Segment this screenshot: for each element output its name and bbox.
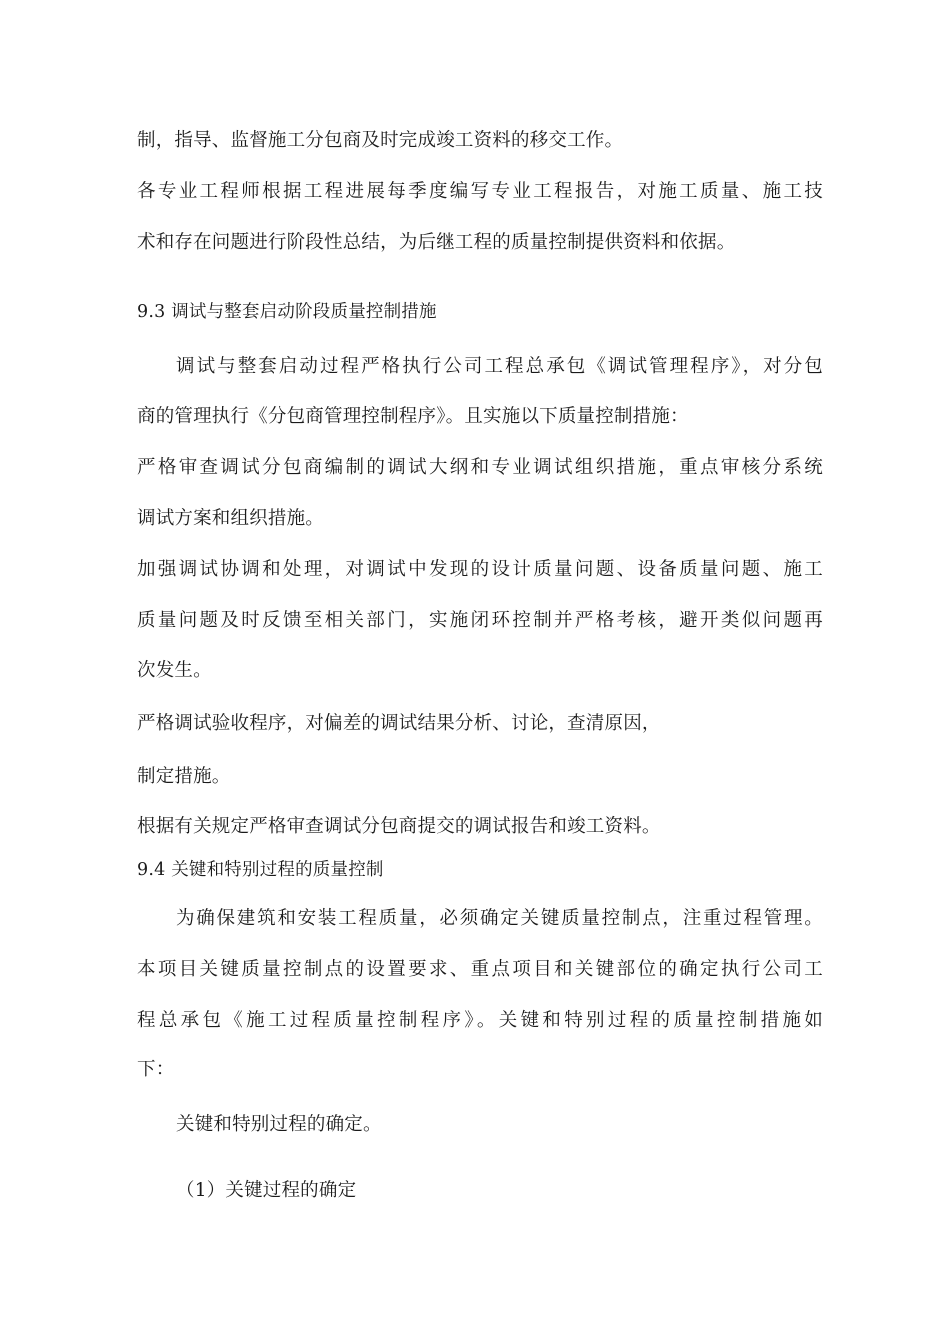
section-heading-9-4: 9.4 关键和特别过程的质量控制 — [137, 860, 384, 880]
list-item-line: 次发生。 — [137, 660, 212, 681]
list-item-line: 加强调试协调和处理，对调试中发现的设计质量问题、设备质量问题、施工 — [137, 559, 823, 580]
paragraph-line: 术和存在问题进行阶段性总结，为后继工程的质量控制提供资料和依据。 — [137, 232, 736, 253]
list-item-line: 根据有关规定严格审查调试分包商提交的调试报告和竣工资料。 — [137, 816, 661, 837]
paragraph-line: 调试与整套启动过程严格执行公司工程总承包《调试管理程序》，对分包 — [176, 356, 823, 377]
paragraph-line: 制，指导、监督施工分包商及时完成竣工资料的移交工作。 — [137, 130, 624, 151]
paragraph-line: 商的管理执行《分包商管理控制程序》。且实施以下质量控制措施： — [137, 406, 689, 427]
paragraph-line: 各专业工程师根据工程进展每季度编写专业工程报告，对施工质量、施工技 — [137, 181, 823, 202]
list-item-line: 质量问题及时反馈至相关部门，实施闭环控制并严格考核，避开类似问题再 — [137, 610, 823, 631]
list-item-line: 调试方案和组织措施。 — [137, 508, 325, 529]
section-heading-9-3: 9.3 调试与整套启动阶段质量控制措施 — [137, 302, 437, 322]
sub-item-heading: （1）关键过程的确定 — [176, 1180, 357, 1201]
paragraph-line: 为确保建筑和安装工程质量，必须确定关键质量控制点，注重过程管理。 — [176, 908, 823, 929]
paragraph-line: 下： — [137, 1059, 175, 1080]
list-item-line: 严格调试验收程序，对偏差的调试结果分析、讨论，查清原因， — [137, 713, 661, 734]
paragraph-line: 本项目关键质量控制点的设置要求、重点项目和关键部位的确定执行公司工 — [137, 959, 823, 980]
list-item-line: 制定措施。 — [137, 766, 231, 787]
sub-heading: 关键和特别过程的确定。 — [176, 1114, 382, 1135]
list-item-line: 严格审查调试分包商编制的调试大纲和专业调试组织措施，重点审核分系统 — [137, 457, 823, 478]
paragraph-line: 程总承包《施工过程质量控制程序》。关键和特别过程的质量控制措施如 — [137, 1010, 823, 1031]
